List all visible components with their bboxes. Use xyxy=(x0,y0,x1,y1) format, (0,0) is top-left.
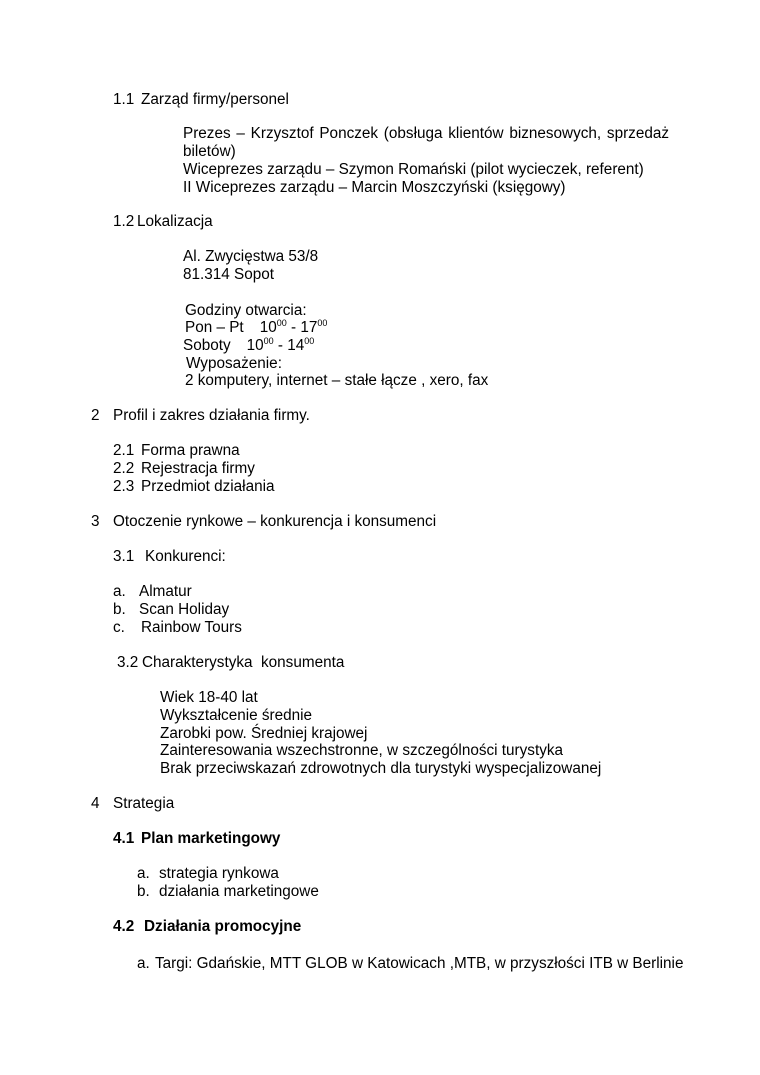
section-title: Lokalizacja xyxy=(137,213,213,230)
section-3-heading xyxy=(91,513,436,531)
consumer-trait: Brak przeciwskazań zdrowotnych dla turystyki wyspecjalizowanej xyxy=(160,760,602,777)
list-item-text: Targi: Gdańskie, MTT GLOB w Katowicach ,MTB, w przyszłości ITB w Berlinie xyxy=(155,955,684,972)
competitor-item xyxy=(113,601,229,619)
hours-row-saturday xyxy=(183,337,314,355)
subsection-heading xyxy=(113,460,255,478)
competitor-item xyxy=(113,619,242,637)
consumer-trait: Wiek 18-40 lat xyxy=(160,689,258,706)
subsection-title: Działania promocyjne xyxy=(144,918,302,935)
staff-entry-president: Prezes – Krzysztof Ponczek (obsługa klientów biznesowych, sprzedaż biletów) xyxy=(183,125,669,160)
subsection-title: Charakterystyka konsumenta xyxy=(142,654,345,671)
subsection-title: Przedmiot działania xyxy=(141,478,275,495)
hours-row-weekdays xyxy=(185,319,327,337)
competitor-name: Rainbow Tours xyxy=(141,619,242,636)
subsection-number: 3.1 xyxy=(113,548,135,565)
subsection-title: Rejestracja firmy xyxy=(141,460,255,477)
section-2-heading xyxy=(91,407,310,425)
subsection-number: 4.2 xyxy=(113,918,135,935)
subsection-title: Plan marketingowy xyxy=(141,830,281,847)
section-title: Otoczenie rynkowe – konkurencja i konsumenci xyxy=(113,513,437,530)
open-minutes: 00 xyxy=(276,318,287,328)
section-number: 1.2 xyxy=(113,213,135,230)
close-hour: 17 xyxy=(300,319,318,336)
subsection-number: 2.1 xyxy=(113,442,135,459)
marketing-plan-item xyxy=(137,883,319,901)
competitor-name: Almatur xyxy=(139,583,192,600)
list-item-text: działania marketingowe xyxy=(159,883,319,900)
close-minutes: 00 xyxy=(304,336,315,346)
equipment-value: 2 komputery, internet – stałe łącze , xero, fax xyxy=(185,372,489,389)
competitor-name: Scan Holiday xyxy=(139,601,230,618)
open-hour: 10 xyxy=(246,337,264,354)
subsection-title: Konkurenci: xyxy=(145,548,226,565)
competitor-item xyxy=(113,583,192,601)
section-1-2-heading xyxy=(113,213,213,231)
consumer-heading xyxy=(117,654,344,672)
hours-range xyxy=(247,337,315,354)
hours-dash: - xyxy=(290,319,297,336)
subsection-number: 3.2 xyxy=(117,654,139,671)
staff-entry-vice-president: Wiceprezes zarządu – Szymon Romański (pilot wycieczek, referent) xyxy=(183,161,644,178)
equipment-label: Wyposażenie: xyxy=(186,355,282,372)
marketing-plan-item xyxy=(137,865,279,883)
section-1-1-heading xyxy=(113,91,289,109)
list-marker: a. xyxy=(113,583,126,600)
subsection-heading xyxy=(113,478,275,496)
consumer-trait: Zarobki pow. Średniej krajowej xyxy=(160,725,368,742)
open-hour: 10 xyxy=(259,319,277,336)
subsection-title: Forma prawna xyxy=(141,442,240,459)
opening-hours-label: Godziny otwarcia: xyxy=(185,302,307,319)
section-title: Zarząd firmy/personel xyxy=(141,91,289,108)
subsection-number: 4.1 xyxy=(113,830,135,847)
marketing-plan-heading xyxy=(113,830,280,848)
subsection-number: 2.2 xyxy=(113,460,135,477)
section-number: 3 xyxy=(91,513,100,530)
competitors-heading xyxy=(113,548,226,566)
section-number: 2 xyxy=(91,407,100,424)
address-street: Al. Zwycięstwa 53/8 xyxy=(183,248,319,265)
subsection-heading xyxy=(113,442,240,460)
hours-days: Soboty xyxy=(183,337,231,354)
promotion-item xyxy=(137,955,683,973)
list-marker: a. xyxy=(137,955,150,972)
staff-entry-second-vice-president: II Wiceprezes zarządu – Marcin Moszczyński (księgowy) xyxy=(183,179,566,196)
list-marker: b. xyxy=(137,883,150,900)
hours-dash: - xyxy=(277,337,284,354)
consumer-trait: Wykształcenie średnie xyxy=(160,707,313,724)
consumer-trait: Zainteresowania wszechstronne, w szczególności turystyka xyxy=(160,742,563,759)
close-hour: 14 xyxy=(287,337,305,354)
open-minutes: 00 xyxy=(263,336,274,346)
promotion-heading xyxy=(113,918,301,936)
section-4-heading xyxy=(91,795,174,813)
close-minutes: 00 xyxy=(317,318,328,328)
subsection-number: 2.3 xyxy=(113,478,135,495)
section-title: Profil i zakres działania firmy. xyxy=(113,407,310,424)
list-marker: b. xyxy=(113,601,126,618)
list-marker: c. xyxy=(113,619,125,636)
address-city: 81.314 Sopot xyxy=(183,266,275,283)
hours-range xyxy=(260,319,328,336)
section-title: Strategia xyxy=(113,795,175,812)
section-number: 1.1 xyxy=(113,91,135,108)
list-item-text: strategia rynkowa xyxy=(159,865,279,882)
hours-days: Pon – Pt xyxy=(185,319,244,336)
staff-list xyxy=(183,125,669,197)
section-number: 4 xyxy=(91,795,100,812)
list-marker: a. xyxy=(137,865,150,882)
